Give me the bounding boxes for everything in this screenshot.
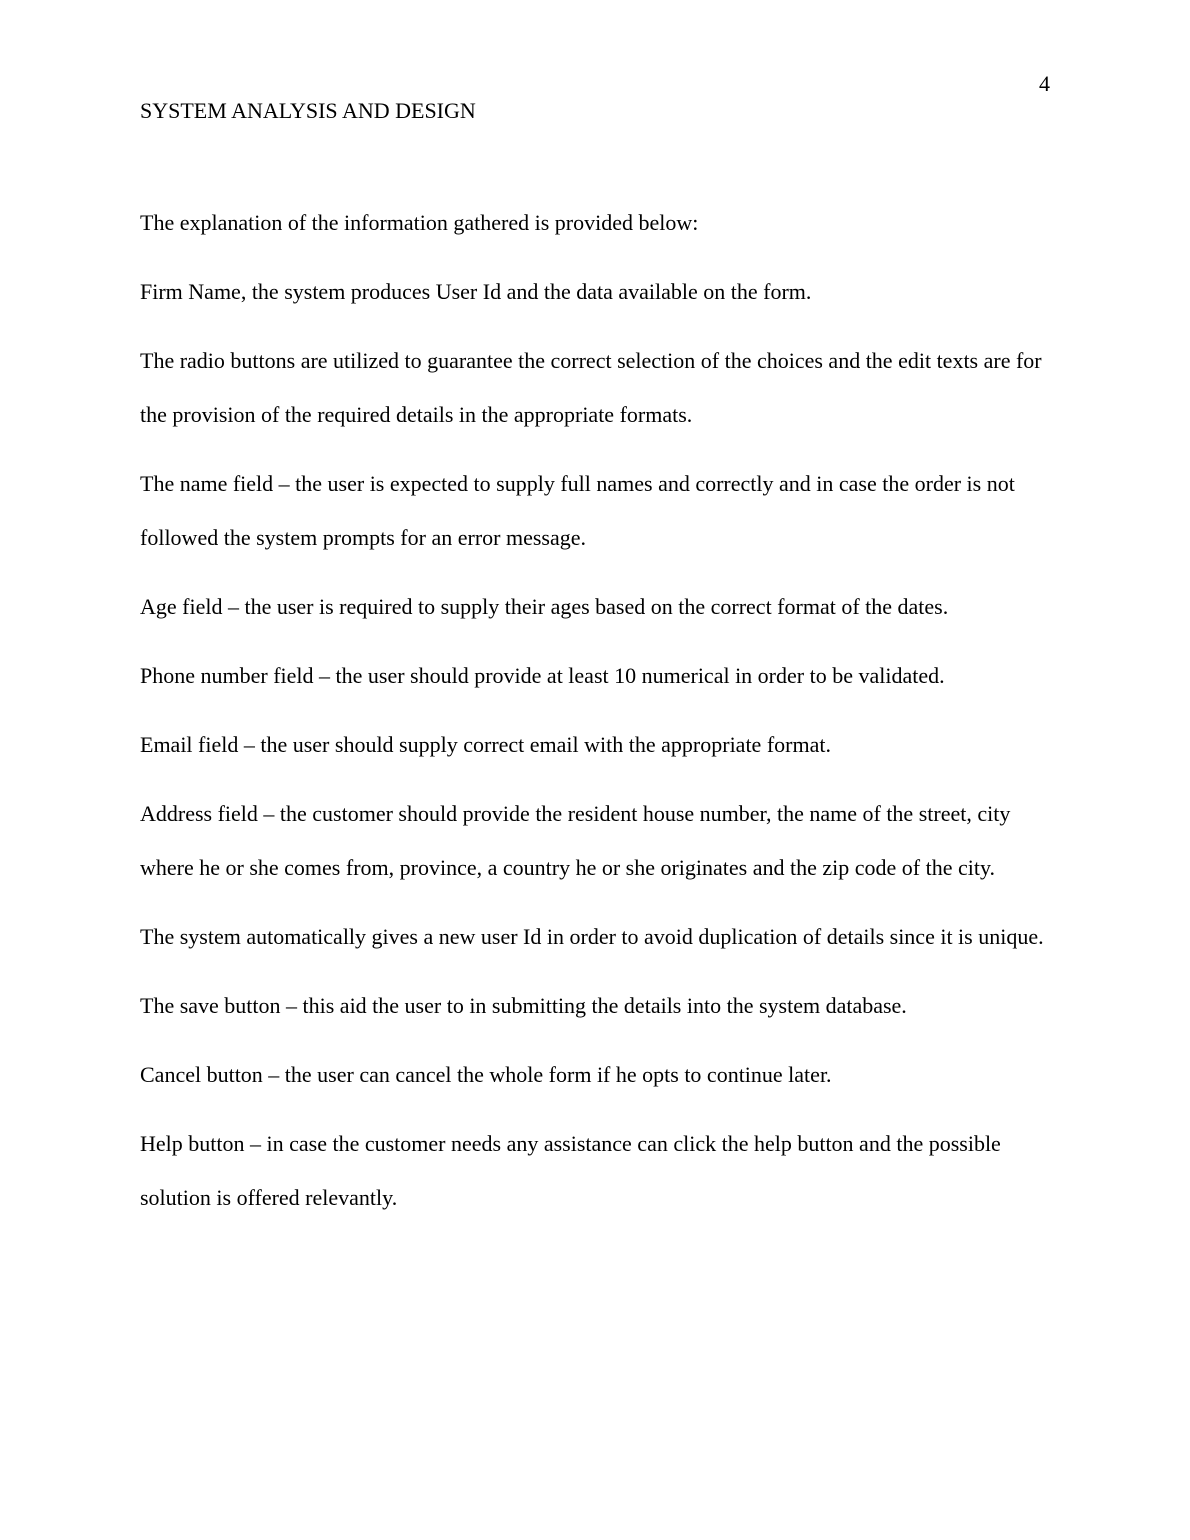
paragraph-phone-field: Phone number field – the user should provide at least 10 numerical in order to be validated. bbox=[140, 663, 945, 688]
body-text bbox=[140, 196, 1050, 1240]
paragraph-email-field: Email field – the user should supply correct email with the appropriate format. bbox=[140, 732, 831, 757]
paragraph-intro: The explanation of the information gathered is provided below: bbox=[140, 210, 699, 235]
paragraph-age-field: Age field – the user is required to supply their ages based on the correct format of the dates. bbox=[140, 594, 949, 619]
paragraph-address-field: Address field – the customer should provide the resident house number, the name of the street, city where he or she comes from, province, a country he or she originates and the zip code of the city. bbox=[140, 801, 1011, 880]
page-number: 4 bbox=[1039, 71, 1050, 96]
paragraph-radio-buttons: The radio buttons are utilized to guarantee the correct selection of the choices and the edit texts are for the provision of the required details in the appropriate formats. bbox=[140, 348, 1042, 427]
paragraph-user-id: The system automatically gives a new user Id in order to avoid duplication of details since it is unique. bbox=[140, 924, 1044, 949]
paragraph-cancel-button: Cancel button – the user can cancel the whole form if he opts to continue later. bbox=[140, 1062, 832, 1087]
paragraph-name-field: The name field – the user is expected to supply full names and correctly and in case the order is not followed the system prompts for an error message. bbox=[140, 471, 1015, 550]
paragraph-firm-name: Firm Name, the system produces User Id and the data available on the form. bbox=[140, 279, 812, 304]
paragraph-save-button: The save button – this aid the user to in submitting the details into the system database. bbox=[140, 993, 907, 1018]
paragraph-help-button: Help button – in case the customer needs any assistance can click the help button and the possible solution is offered relevantly. bbox=[140, 1131, 1001, 1210]
running-head: SYSTEM ANALYSIS AND DESIGN bbox=[140, 98, 476, 123]
